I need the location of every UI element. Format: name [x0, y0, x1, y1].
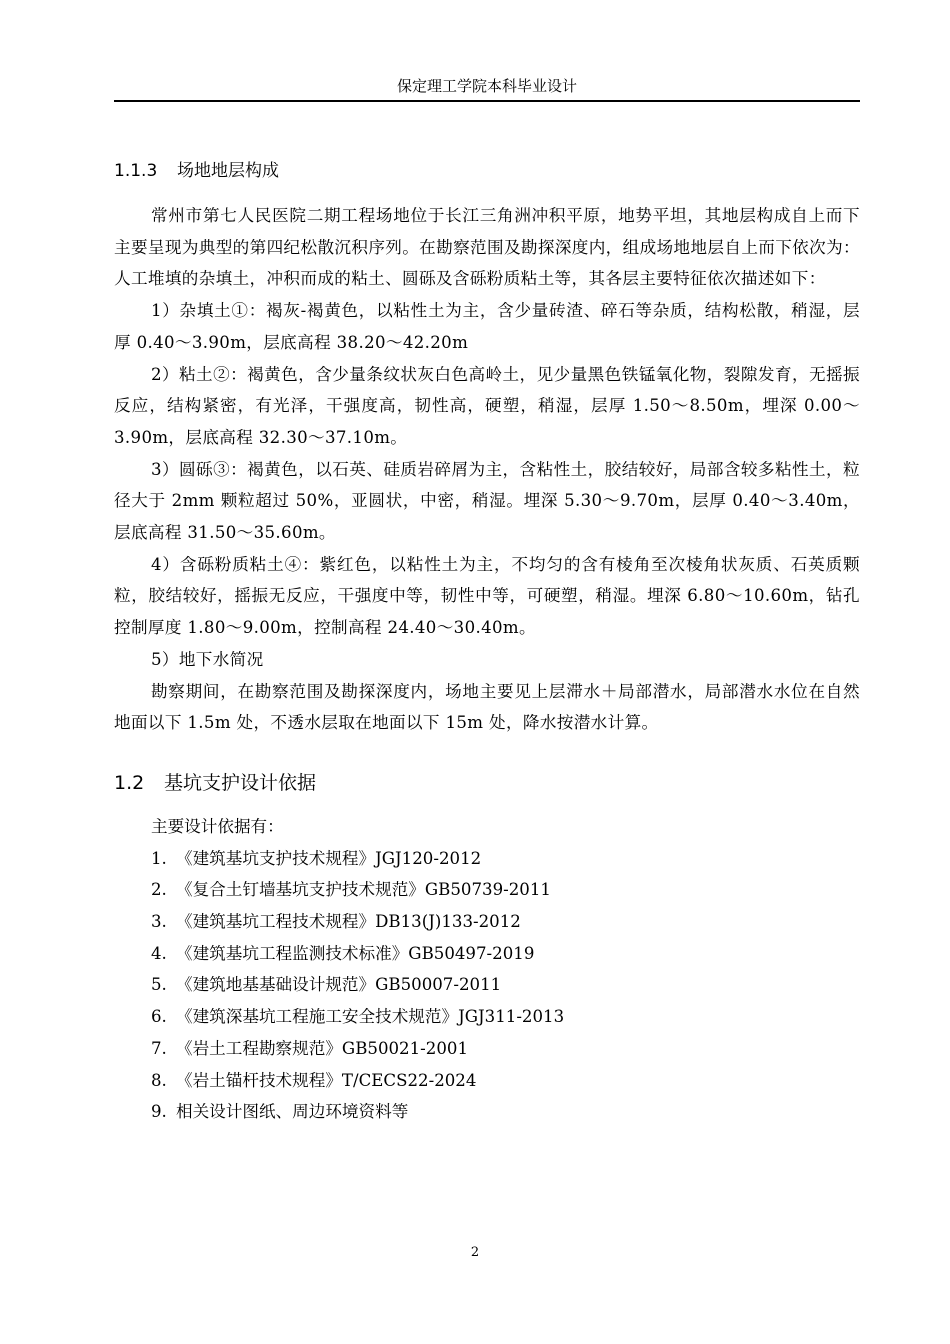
- section-heading-1-1-3: [114, 158, 860, 184]
- paragraph-layer-2: 2）粘土②：褐黄色，含少量条纹状灰白色高岭土，见少量黑色铁锰氧化物，裂隙发育，无摇振反应，结构紧密，有光泽，干强度高，韧性高，硬塑，稍湿，层厚 1.50～8.50m，埋深 0.00～3.90m，层底高程 32.30～37.10m。: [114, 364, 860, 447]
- reference-item: [114, 906, 860, 938]
- header-rule: [114, 100, 860, 102]
- section-heading-1-2: [114, 769, 860, 797]
- running-header: 保定理工学院本科毕业设计: [396, 77, 577, 95]
- section-title: 基坑支护设计依据: [164, 771, 317, 794]
- reference-number: 7.: [151, 1038, 167, 1058]
- reference-text: 《建筑深基坑工程施工安全技术规范》JGJ311-2013: [176, 1007, 565, 1027]
- reference-number: 1.: [151, 848, 167, 868]
- paragraph-layer-1: 1）杂填土①：褐灰-褐黄色，以粘性土为主，含少量砖渣、碎石等杂质，结构松散，稍湿，层厚 0.40～3.90m，层底高程 38.20～42.20m: [114, 301, 860, 352]
- reference-text: 相关设计图纸、周边环境资料等: [176, 1102, 409, 1122]
- reference-text: 《建筑基坑工程监测技术标准》GB50497-2019: [176, 943, 535, 963]
- page-content: [114, 158, 860, 1128]
- reference-item: [114, 843, 860, 875]
- reference-text: 《建筑基坑工程技术规程》DB13(J)133-2012: [176, 912, 521, 932]
- reference-text: 《建筑基坑支护技术规程》JGJ120-2012: [176, 848, 482, 868]
- reference-number: 6.: [151, 1007, 167, 1027]
- reference-item: [114, 1033, 860, 1065]
- section-title: 场地地层构成: [177, 161, 279, 181]
- paragraph-groundwater: 勘察期间，在勘察范围及勘探深度内，场地主要见上层滞水＋局部潜水，局部潜水水位在自然地面以下 1.5m 处，不透水层取在地面以下 15m 处，降水按潜水计算。: [114, 681, 860, 733]
- paragraph-layer-3: 3）圆砾③：褐黄色，以石英、硅质岩碎屑为主，含粘性土，胶结较好，局部含较多粘性土，粒径大于 2mm 颗粒超过 50%，亚圆状，中密，稍湿。埋深 5.30～9.70m，层厚 0.40～3.40m，层底高程 31.50～35.60m。: [114, 459, 860, 543]
- reference-text: 《建筑地基基础设计规范》GB50007-2011: [176, 975, 502, 995]
- references-list: [114, 843, 860, 1128]
- reference-number: 3.: [151, 912, 167, 932]
- paragraph-layer-4: 4）含砾粉质粘土④：紫红色，以粘性土为主，不均匀的含有棱角至次棱角状灰质、石英质颗粒，胶结较好，摇振无反应，干强度中等，韧性中等，可硬塑，稍湿。埋深 6.80～10.60m，钻孔控制厚度 1.80～9.00m，控制高程 24.40～30.40m。: [114, 554, 860, 638]
- paragraph-intro: 常州市第七人民医院二期工程场地位于长江三角洲冲积平原，地势平坦，其地层构成自上而下主要呈现为典型的第四纪松散沉积序列。在勘察范围及勘探深度内，组成场地地层自上而下依次为：人工堆填的杂填土，冲积而成的粘土、圆砾及含砾粉质粘土等，其各层主要特征依次描述如下：: [114, 206, 860, 289]
- section-number: 1.2: [114, 771, 145, 794]
- reference-item: [114, 938, 860, 970]
- reference-number: 2.: [151, 880, 167, 900]
- paragraph-groundwater-heading: 5）地下水简况: [151, 649, 264, 669]
- reference-item: [114, 969, 860, 1001]
- page-number: 2: [470, 1245, 480, 1260]
- references-intro: 主要设计依据有：: [151, 816, 284, 836]
- reference-item: [114, 1096, 860, 1128]
- reference-text: 《复合土钉墙基坑支护技术规范》GB50739-2011: [176, 880, 551, 900]
- reference-number: 4.: [151, 943, 167, 963]
- reference-text: 《岩土工程勘察规范》GB50021-2001: [176, 1038, 469, 1058]
- reference-item: [114, 874, 860, 906]
- section-number: 1.1.3: [114, 161, 158, 181]
- reference-item: [114, 1001, 860, 1033]
- reference-text: 《岩土锚杆技术规程》T/CECS22-2024: [176, 1070, 477, 1090]
- reference-number: 5.: [151, 975, 167, 995]
- reference-item: [114, 1065, 860, 1097]
- reference-number: 8.: [151, 1070, 167, 1090]
- reference-number: 9.: [151, 1102, 167, 1122]
